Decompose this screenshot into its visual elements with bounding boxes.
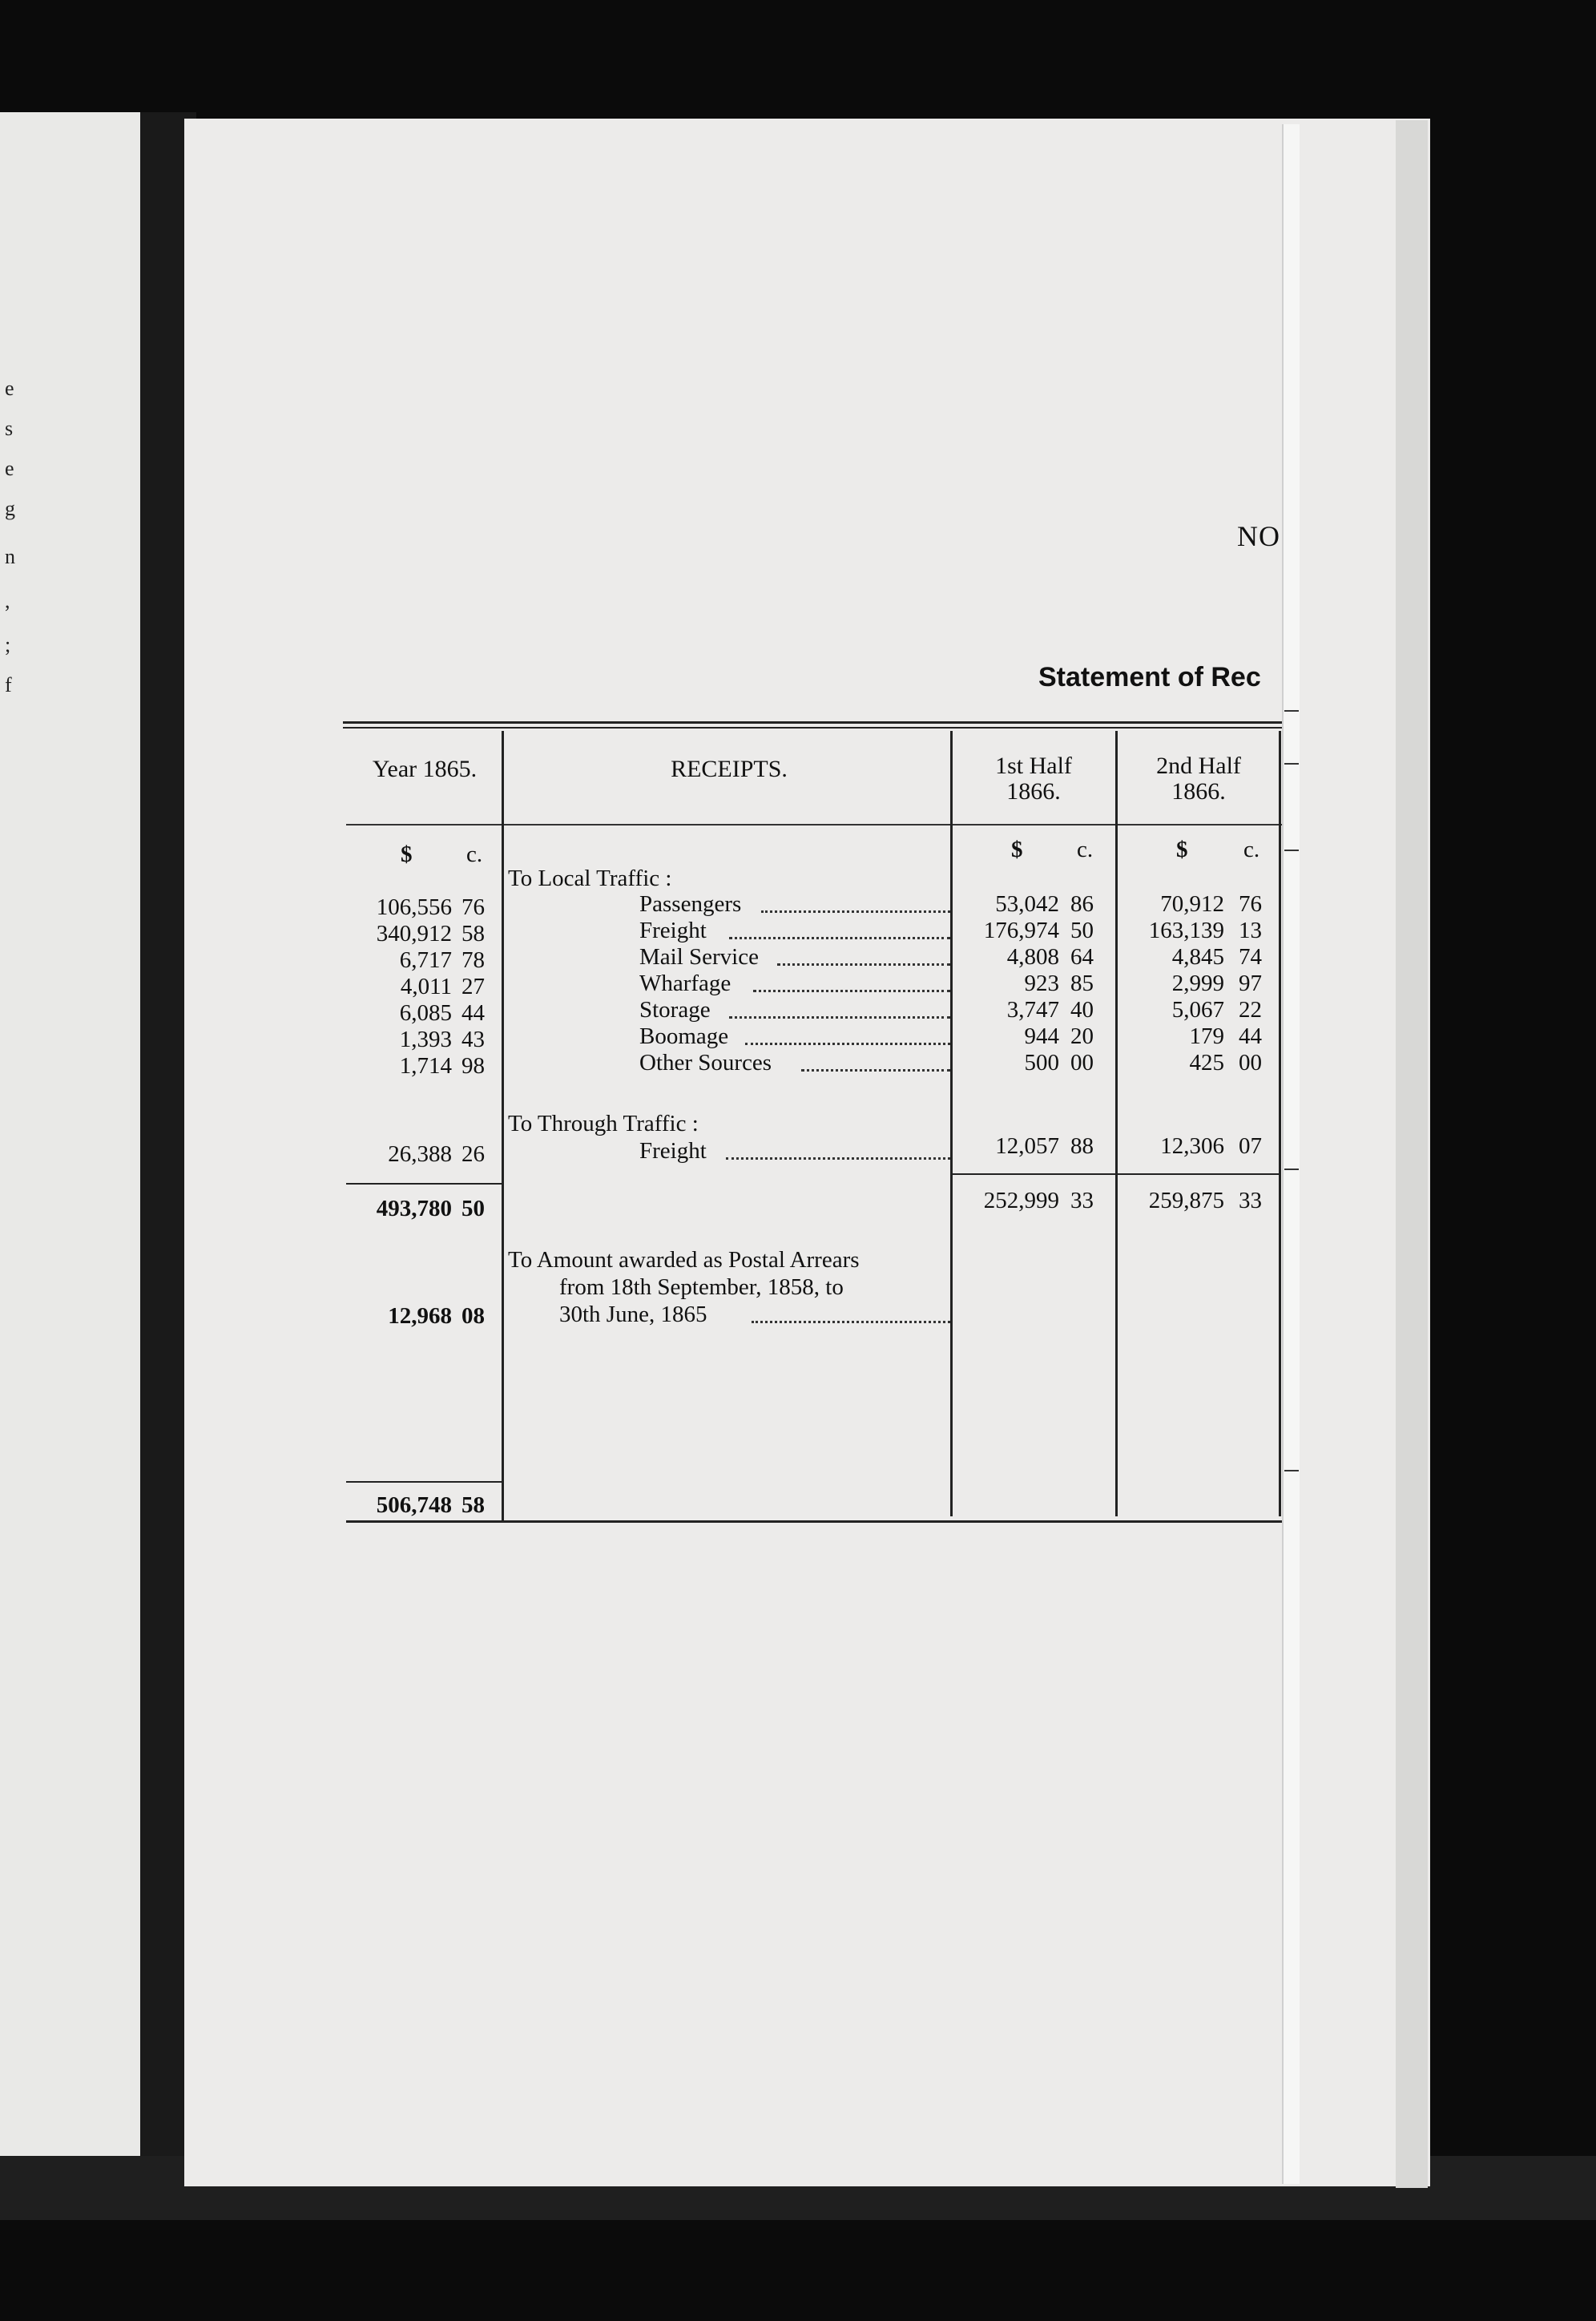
through-h1-cents: 88 — [1070, 1133, 1094, 1159]
row-h1-cents: 40 — [1070, 997, 1094, 1023]
through-h2-cents: 07 — [1239, 1133, 1262, 1159]
left-margin-char: ; — [5, 633, 11, 656]
edge-tick — [1284, 710, 1299, 712]
row-h1-dollars: 944 — [1024, 1023, 1059, 1049]
row-h2-cents: 22 — [1239, 997, 1262, 1023]
row-year-dollars: 4,011 — [400, 974, 452, 999]
row-h2-cents: 13 — [1239, 918, 1262, 943]
statement-title: Statement of Rec — [1038, 662, 1261, 692]
through-h1-dollars: 12,057 — [995, 1133, 1059, 1159]
edge-tick — [1284, 850, 1299, 851]
receipts-column-header: RECEIPTS. — [671, 756, 788, 782]
column-divider — [950, 731, 953, 1516]
row-year-cents: 43 — [461, 1027, 485, 1052]
table-top-rule — [343, 721, 1282, 724]
row-year-dollars: 6,717 — [399, 947, 452, 973]
second-half-header-line2: 1866. — [1171, 778, 1226, 805]
through-row-label: Freight — [639, 1138, 707, 1164]
table-bottom-rule — [346, 1520, 1282, 1523]
edge-tick — [1284, 763, 1299, 765]
page-right-shadow — [1396, 120, 1428, 2188]
row-year-dollars: 1,393 — [399, 1027, 452, 1052]
row-h2-cents: 97 — [1239, 971, 1262, 996]
row-label: Other Sources — [639, 1050, 772, 1076]
leader-dots — [745, 1041, 950, 1045]
row-year-dollars: 1,714 — [399, 1053, 452, 1079]
row-h1-dollars: 176,974 — [983, 918, 1059, 943]
leader-dots — [726, 1156, 950, 1160]
left-page — [0, 112, 160, 2164]
h2-cents-unit: c. — [1243, 837, 1260, 862]
leader-dots — [801, 1068, 950, 1072]
h2-dollar-unit: $ — [1176, 837, 1188, 862]
table-top-rule-thin — [343, 727, 1282, 729]
row-year-dollars: 106,556 — [376, 894, 452, 920]
postal-arrears-line3: 30th June, 1865 — [559, 1302, 707, 1327]
row-label: Storage — [639, 997, 711, 1023]
row-h2-dollars: 4,845 — [1171, 944, 1224, 970]
year-dollar-unit: $ — [401, 842, 413, 867]
row-year-cents: 78 — [461, 947, 485, 973]
left-margin-char: e — [5, 457, 14, 480]
through-year-dollars: 26,388 — [388, 1141, 452, 1167]
left-margin-char: n — [5, 545, 15, 568]
column-divider — [1115, 731, 1118, 1516]
row-h2-dollars: 163,139 — [1148, 918, 1224, 943]
left-margin-char: , — [5, 589, 10, 612]
left-margin-char: g — [5, 497, 15, 520]
leader-dots — [761, 909, 950, 913]
row-h2-cents: 44 — [1239, 1023, 1262, 1049]
row-label: Mail Service — [639, 944, 759, 970]
header-rule — [346, 824, 1282, 825]
leader-dots — [752, 1319, 950, 1323]
postal-year-cents: 08 — [461, 1303, 485, 1329]
row-label: Boomage — [639, 1023, 729, 1049]
total-rule — [346, 1481, 503, 1483]
subtotal-h2-cents: 33 — [1239, 1188, 1262, 1213]
through-h2-dollars: 12,306 — [1160, 1133, 1224, 1159]
subtotal-h1-dollars: 252,999 — [983, 1188, 1059, 1213]
row-h1-cents: 85 — [1070, 971, 1094, 996]
subtotal-year-cents: 50 — [461, 1196, 485, 1221]
local-traffic-label: To Local Traffic : — [508, 866, 672, 891]
row-h1-dollars: 3,747 — [1006, 997, 1059, 1023]
leader-dots — [729, 935, 950, 939]
row-year-cents: 98 — [461, 1053, 485, 1079]
column-divider — [1279, 731, 1281, 1516]
row-h1-cents: 64 — [1070, 944, 1094, 970]
row-h2-dollars: 5,067 — [1171, 997, 1224, 1023]
subtotal-h1-cents: 33 — [1070, 1188, 1094, 1213]
through-traffic-label: To Through Traffic : — [508, 1111, 699, 1136]
row-year-cents: 76 — [461, 894, 485, 920]
postal-year-dollars: 12,968 — [388, 1303, 452, 1329]
subtotal-h2-dollars: 259,875 — [1148, 1188, 1224, 1213]
row-h1-cents: 20 — [1070, 1023, 1094, 1049]
subtotal-rule-halves — [952, 1173, 1280, 1175]
leader-dots — [777, 962, 950, 966]
postal-arrears-line1: To Amount awarded as Postal Arrears — [508, 1247, 860, 1273]
row-h2-dollars: 70,912 — [1160, 891, 1224, 917]
row-h1-dollars: 923 — [1024, 971, 1059, 996]
first-half-header-line2: 1866. — [1006, 778, 1061, 805]
edge-tick — [1284, 1169, 1299, 1170]
edge-tick — [1284, 1470, 1299, 1471]
row-year-cents: 58 — [461, 921, 485, 947]
left-margin-char: f — [5, 673, 12, 696]
row-h1-cents: 86 — [1070, 891, 1094, 917]
second-half-header-line1: 2nd Half — [1156, 753, 1241, 779]
h1-dollar-unit: $ — [1011, 837, 1023, 862]
column-divider — [502, 731, 504, 1523]
row-h1-dollars: 53,042 — [995, 891, 1059, 917]
left-margin-char: s — [5, 417, 14, 440]
leader-dots — [753, 988, 950, 992]
row-h2-cents: 76 — [1239, 891, 1262, 917]
row-h2-dollars: 2,999 — [1171, 971, 1224, 996]
postal-arrears-line2: from 18th September, 1858, to — [559, 1274, 844, 1300]
row-year-cents: 44 — [461, 1000, 485, 1026]
subtotal-rule — [346, 1183, 503, 1185]
h1-cents-unit: c. — [1077, 837, 1094, 862]
row-label: Freight — [639, 918, 707, 943]
row-label: Passengers — [639, 891, 742, 917]
total-year-cents: 58 — [461, 1492, 485, 1518]
year-column-header: Year 1865. — [372, 756, 478, 782]
row-label: Wharfage — [639, 971, 732, 996]
subtotal-year-dollars: 493,780 — [376, 1196, 452, 1221]
row-year-cents: 27 — [461, 974, 485, 999]
row-h2-dollars: 179 — [1189, 1023, 1224, 1049]
row-h1-dollars: 500 — [1024, 1050, 1059, 1076]
first-half-header-line1: 1st Half — [995, 753, 1072, 779]
row-h1-cents: 50 — [1070, 918, 1094, 943]
row-h1-cents: 00 — [1070, 1050, 1094, 1076]
row-year-dollars: 340,912 — [376, 921, 452, 947]
page-edge — [1282, 124, 1300, 2184]
page-number-heading: NO — [1237, 520, 1280, 552]
through-year-cents: 26 — [461, 1141, 485, 1167]
left-margin-char: e — [5, 377, 14, 400]
year-cents-unit: c. — [466, 842, 483, 867]
total-year-dollars: 506,748 — [376, 1492, 452, 1518]
row-h2-cents: 00 — [1239, 1050, 1262, 1076]
row-h2-cents: 74 — [1239, 944, 1262, 970]
row-year-dollars: 6,085 — [399, 1000, 452, 1026]
row-h2-dollars: 425 — [1189, 1050, 1224, 1076]
row-h1-dollars: 4,808 — [1006, 944, 1059, 970]
leader-dots — [729, 1015, 950, 1019]
